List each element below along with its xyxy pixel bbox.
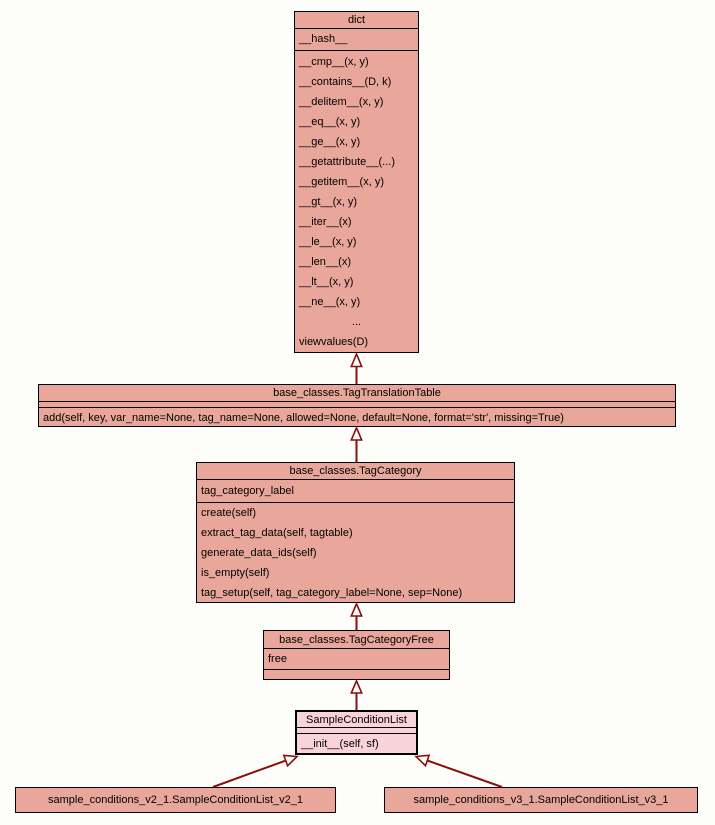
inheritance-arrowhead (351, 604, 361, 616)
methods-section (197, 503, 514, 603)
method-row: create(self) (201, 507, 257, 519)
class-node-sampleconditionlist-v3-1[interactable] (384, 787, 698, 813)
class-title: dict (295, 12, 418, 29)
attributes-section (197, 480, 514, 503)
method-row: extract_tag_data(self, tagtable) (201, 527, 353, 539)
methods-section (295, 51, 418, 352)
method-row: add(self, key, var_name=None, tag_name=None, allowed=None, default=None, format='str', missing=True) (43, 412, 564, 424)
attribute-row: __hash__ (299, 33, 348, 45)
class-title: base_classes.TagCategory (197, 463, 514, 480)
class-title: sample_conditions_v3_1.SampleConditionList_v3_1 (413, 794, 669, 806)
method-row: viewvalues(D) (299, 336, 369, 348)
inheritance-edge-line (427, 761, 502, 788)
empty-methods (264, 670, 449, 680)
attribute-row: free (268, 653, 287, 665)
attributes-section (295, 29, 418, 51)
method-row: __getitem__(x, y) (299, 176, 384, 188)
method-row: is_empty(self) (201, 567, 270, 579)
class-title: sample_conditions_v2_1.SampleConditionList_v2_1 (48, 794, 303, 806)
inheritance-arrowhead (351, 354, 361, 367)
methods-section (297, 734, 416, 754)
method-row: __getattribute__(...) (299, 156, 396, 168)
class-node-dict[interactable] (294, 11, 419, 353)
inheritance-arrowhead (284, 755, 297, 765)
truncation-ellipsis: ... (351, 316, 362, 328)
method-row: __cmp__(x, y) (299, 56, 369, 68)
method-row: __contains__(D, k) (299, 76, 392, 88)
inheritance-edge-line (213, 761, 286, 787)
class-node-tagcategory[interactable] (196, 462, 515, 603)
method-row: __le__(x, y) (299, 236, 357, 248)
class-node-sampleconditionlist-v2-1[interactable] (15, 787, 336, 813)
method-row: __len__(x) (299, 256, 351, 268)
method-row: generate_data_ids(self) (201, 547, 317, 559)
method-row: __eq__(x, y) (299, 116, 361, 128)
methods-section (39, 408, 675, 427)
class-node-tagcategoryfree[interactable] (263, 630, 450, 680)
method-row: __ge__(x, y) (299, 136, 361, 148)
class-title: base_classes.TagCategoryFree (264, 631, 449, 649)
methods-section (264, 670, 449, 680)
method-row: __init__(self, sf) (301, 738, 379, 750)
method-row: __gt__(x, y) (299, 196, 358, 208)
class-title: SampleConditionList (297, 712, 416, 728)
empty-attributes (39, 402, 675, 407)
attribute-row: tag_category_label (201, 485, 294, 497)
method-row: __iter__(x) (299, 216, 352, 228)
method-row: tag_setup(self, tag_category_label=None, sep=None) (201, 587, 463, 599)
empty-attributes (297, 728, 416, 733)
class-title: base_classes.TagTranslationTable (39, 385, 675, 402)
attributes-section (264, 649, 449, 670)
class-node-tagtranslationtable[interactable] (38, 384, 676, 427)
method-row: __delitem__(x, y) (299, 96, 384, 108)
inheritance-arrowhead (416, 755, 429, 765)
inheritance-arrowhead (351, 428, 361, 440)
method-row: __lt__(x, y) (299, 276, 354, 288)
class-node-sampleconditionlist[interactable] (295, 710, 418, 755)
inheritance-arrowhead (351, 681, 361, 693)
method-row: __ne__(x, y) (299, 296, 361, 308)
